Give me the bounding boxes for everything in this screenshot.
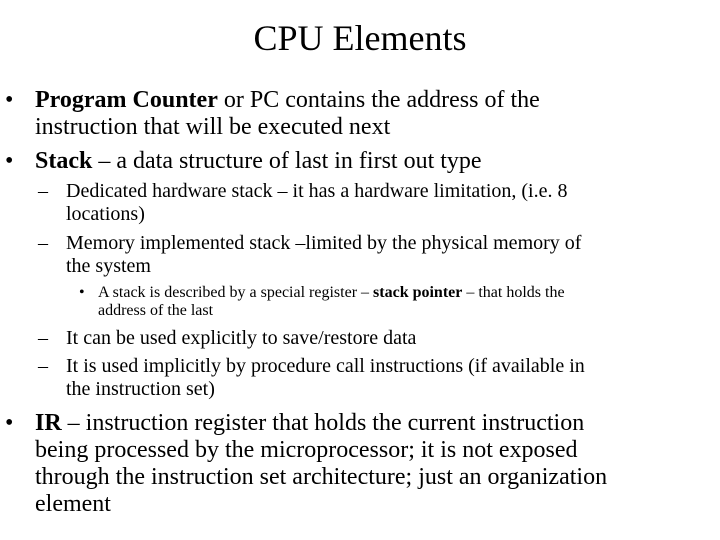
bullet-dash-icon: – bbox=[38, 232, 48, 254]
explicit-use-line: It can be used explicitly to save/restore data bbox=[66, 327, 417, 349]
stack-pointer-line-2: address of the last bbox=[98, 302, 214, 319]
hardware-stack-line-2: locations) bbox=[66, 203, 145, 225]
stack-pointer-post: – that holds the bbox=[462, 284, 565, 301]
bullet-dash-icon: – bbox=[38, 180, 48, 202]
ir-term: IR bbox=[35, 410, 62, 436]
sub-sub-bullet-stack-pointer bbox=[79, 284, 713, 320]
ir-description: – instruction register that holds the current instruction bbox=[61, 410, 585, 436]
sub-bullet-memory-stack bbox=[38, 232, 716, 278]
bullet-dot-icon: • bbox=[5, 410, 14, 436]
bullet-program-counter bbox=[5, 87, 715, 141]
stack-term: Stack bbox=[35, 148, 93, 174]
stack-line bbox=[35, 148, 715, 175]
sub-bullet-explicit-use bbox=[38, 327, 716, 350]
slide-title: CPU Elements bbox=[253, 18, 467, 58]
bullet-dash-icon: – bbox=[38, 355, 48, 377]
ir-line-4: element bbox=[35, 491, 111, 517]
bullet-dot-icon: • bbox=[5, 148, 14, 174]
pc-line-2: instruction that will be executed next bbox=[35, 114, 391, 140]
bullet-dot-icon: • bbox=[5, 87, 14, 113]
ir-line-1 bbox=[35, 410, 715, 437]
stack-pointer-pre: A stack is described by a special register – bbox=[98, 284, 374, 301]
pc-term: Program Counter bbox=[35, 87, 218, 113]
sub-bullet-hardware-stack bbox=[38, 180, 716, 226]
bullet-instruction-register bbox=[5, 410, 715, 518]
bullet-stack bbox=[5, 148, 715, 175]
hardware-stack-line-1: Dedicated hardware stack – it has a hardware limitation, (i.e. 8 bbox=[66, 180, 568, 202]
implicit-use-line-2: the instruction set) bbox=[66, 378, 215, 400]
memory-stack-line-2: the system bbox=[66, 255, 151, 277]
stack-description: – a data structure of last in first out type bbox=[92, 148, 482, 174]
bullet-dash-icon: – bbox=[38, 327, 48, 349]
stack-pointer-line-1 bbox=[98, 284, 713, 302]
stack-pointer-term: stack pointer bbox=[373, 284, 463, 301]
pc-description: or PC contains the address of the bbox=[217, 87, 540, 113]
pc-line-1 bbox=[35, 87, 715, 114]
bullet-dot-icon: • bbox=[79, 284, 85, 301]
ir-line-2: being processed by the microprocessor; it is not exposed bbox=[35, 437, 578, 463]
memory-stack-line-1: Memory implemented stack –limited by the physical memory of bbox=[66, 232, 582, 254]
sub-bullet-implicit-use bbox=[38, 355, 716, 401]
implicit-use-line-1: It is used implicitly by procedure call instructions (if available in bbox=[66, 355, 585, 377]
ir-line-3: through the instruction set architecture; just an organization bbox=[35, 464, 608, 490]
